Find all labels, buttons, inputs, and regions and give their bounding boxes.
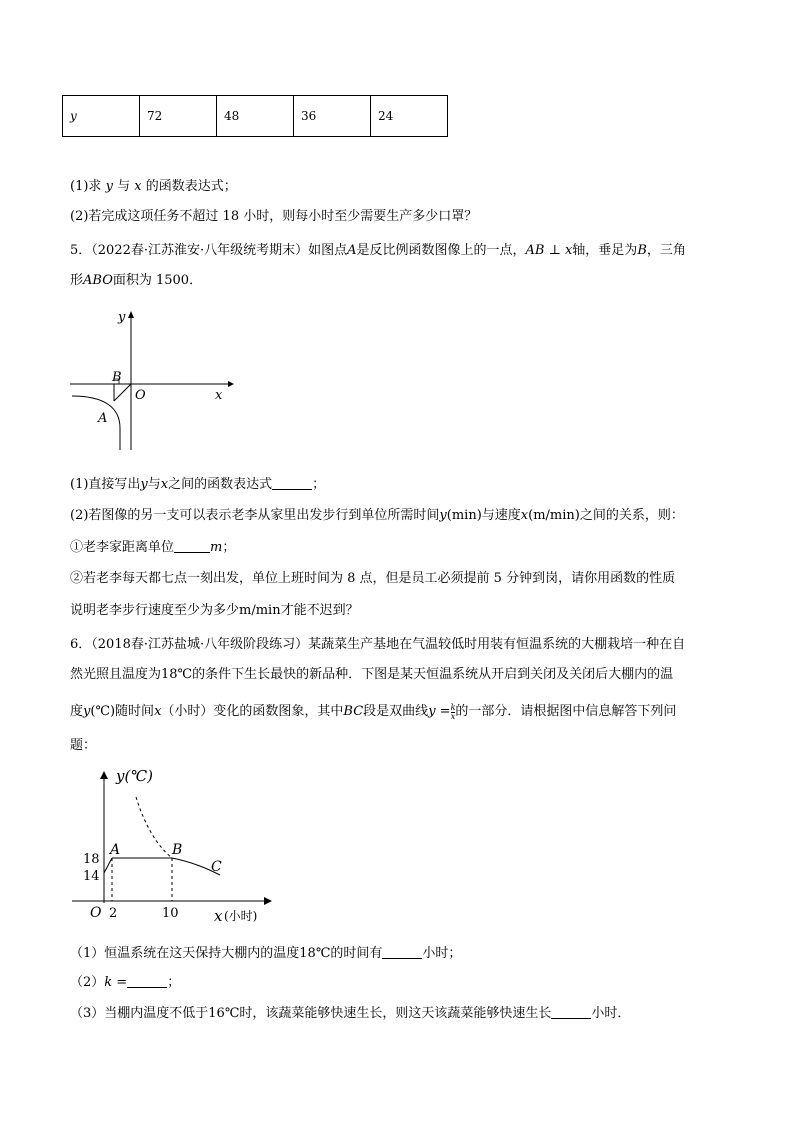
q6-x-unit: (小时) [224,909,258,923]
q5-part1: (1)直接写出y与x之间的函数表达式 ； [70,477,326,492]
q6-tick-18: 18 [83,852,100,867]
q6-stem-line2: 然光照且温度为18℃的条件下生长最快的新品种．下图是某天恒温系统从开启到关闭及关闭后大棚内的温 [70,667,674,682]
q6-part3: （3）当棚内温度不低于16℃时，该蔬菜能够快速生长，则这天该蔬菜能够快速生长 小时． [70,1006,631,1021]
q5-stem-line1: 5．（2022春·江苏淮安·八年级统考期末）如图点A是反比例函数图像上的一点，AB ⊥ x轴，垂足为B，三角 [70,243,686,258]
q6-label-b: B [172,842,183,858]
data-table [62,95,448,137]
q5-y-arrow [128,311,134,318]
q6-graph [70,765,290,930]
q6-tick-10: 10 [162,906,179,921]
q6-tick-2: 2 [109,906,118,921]
fraction-k-over-x: $\frac{k}{x}$ [450,703,456,721]
q6-y-arrow [100,771,108,779]
q5-label-y: y [118,310,126,325]
answer-blank[interactable] [551,1004,591,1019]
q5-sub1: ①老李家距离单位 m； [70,540,236,555]
q6-label-c: C [211,859,222,875]
table-row-label: y [63,96,140,137]
q4-part2: (2)若完成这项任务不超过 18 小时，则每小时至少需要生产多少口罩？ [70,209,478,224]
q6-y-label: y(℃) [116,767,153,785]
answer-blank[interactable] [127,973,167,988]
q6-label-o: O [90,905,102,921]
q5-hyperbola [72,396,120,450]
q6-x-arrow [264,897,272,905]
q6-stem-line3: 度y(℃)随时间x（小时）变化的函数图象，其中BC段是双曲线y = $\frac{k}{x}$ 的一部分．请根据图中信息解答下列问 [70,703,677,721]
q5-sub2-line1: ②若老李每天都七点一刻出发，单位上班时间为 8 点，但是员工必须提前 5 分钟到岗，请你用函数的性质 [70,571,676,586]
q6-segment-rise [104,858,112,873]
q5-part2: (2)若图像的另一支可以表示老李从家里出发步行到单位所需时间y(min)与速度x(m/min)之间的关系，则： [70,508,684,523]
q5-label-x: x [215,388,223,403]
answer-blank[interactable] [382,944,422,959]
table-cell: 72 [140,96,217,137]
q6-label-a: A [110,842,121,858]
q4-part1: (1)求 y 与 x 的函数表达式； [70,179,237,194]
answer-blank[interactable] [174,538,210,553]
q5-segment-ao [114,384,131,401]
q6-part1: （1）恒温系统在这天保持大棚内的温度18℃的时间有 小时； [70,946,462,961]
q6-stem-line1: 6．（2018春·江苏盐城·八年级阶段练习）某蔬菜生产基地在气温较低时用装有恒温系统的大棚栽培一种在自 [70,637,686,652]
table-row [63,96,448,137]
q5-x-arrow [228,381,234,387]
q6-curve-dashed [136,797,172,858]
q5-label-o: O [135,388,146,403]
q6-part2: （2）k = ； [70,975,181,990]
table-cell: 36 [294,96,371,137]
table-cell: 48 [217,96,294,137]
table-cell: 24 [371,96,448,137]
q6-x-label: x [214,907,223,925]
q5-graph [60,300,240,460]
q5-label-a: A [98,411,108,426]
q6-stem-line4: 题： [70,738,97,753]
answer-blank[interactable] [272,475,312,490]
q5-sub2-line2: 说明老李步行速度至少为多少m/min才能不迟到？ [70,603,359,618]
q5-stem-line2: 形ABO面积为 1500． [70,273,203,288]
q5-label-b: B [112,370,122,385]
q6-tick-14: 14 [83,869,100,884]
